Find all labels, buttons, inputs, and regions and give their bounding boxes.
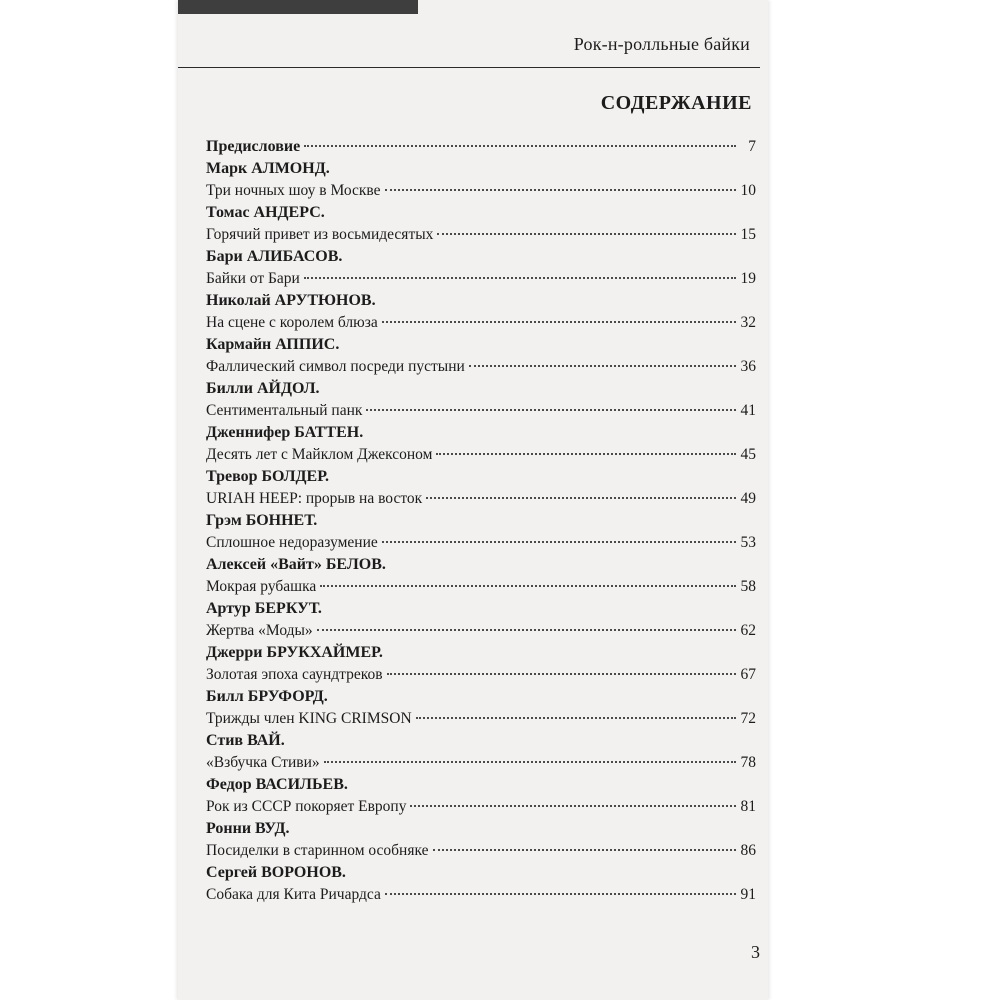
- toc-page-number: 32: [740, 314, 756, 331]
- toc-page-number: 67: [740, 666, 756, 683]
- toc-entry-title: URIAH HEEP: прорыв на восток: [206, 490, 423, 507]
- toc-author-row: [206, 160, 756, 182]
- toc-entry-row[interactable]: [206, 314, 756, 336]
- toc-entry-title: Жертва «Моды»: [206, 622, 313, 639]
- toc-entry-row[interactable]: [206, 182, 756, 204]
- header-rule: [178, 67, 760, 68]
- toc-page-number: 53: [740, 534, 756, 551]
- toc-entry-row[interactable]: [206, 534, 756, 556]
- page-top-shadow: [178, 0, 418, 14]
- toc-entry-row[interactable]: [206, 886, 756, 908]
- toc-author-name: Стив ВАЙ.: [206, 732, 285, 749]
- toc-author-row: [206, 336, 756, 358]
- toc-author-name: Сергей ВОРОНОВ.: [206, 864, 346, 881]
- leader-dots: [385, 893, 736, 895]
- toc-author-name: Артур БЕРКУТ.: [206, 600, 322, 617]
- toc-entry-title: Сплошное недоразумение: [206, 534, 378, 551]
- toc-preface-row[interactable]: [206, 138, 756, 160]
- toc-page-number: 41: [740, 402, 756, 419]
- toc-author-row: [206, 424, 756, 446]
- leader-dots: [324, 761, 736, 763]
- toc-author-row: [206, 380, 756, 402]
- toc-page-number: 36: [740, 358, 756, 375]
- toc-author-row: [206, 248, 756, 270]
- page-number: 3: [751, 942, 760, 962]
- toc-entry-title: Рок из СССР покоряет Европу: [206, 798, 407, 815]
- leader-dots: [387, 673, 736, 675]
- toc-entry-title: Сентиментальный панк: [206, 402, 363, 419]
- toc-entry-title: Трижды член KING CRIMSON: [206, 710, 412, 727]
- toc-page-number: 45: [740, 446, 756, 463]
- leader-dots: [426, 497, 736, 499]
- toc-entry-row[interactable]: [206, 798, 756, 820]
- toc-author-row: [206, 776, 756, 798]
- toc-entry-title: На сцене с королем блюза: [206, 314, 378, 331]
- toc-entry-title: «Взбучка Стиви»: [206, 754, 320, 771]
- toc-entry-row[interactable]: [206, 666, 756, 688]
- toc-entry-row[interactable]: [206, 402, 756, 424]
- toc-author-row: [206, 864, 756, 886]
- toc-page-number: 62: [740, 622, 756, 639]
- toc-author-row: [206, 204, 756, 226]
- toc-entry-row[interactable]: [206, 578, 756, 600]
- toc-page-number: 58: [740, 578, 756, 595]
- book-page: [178, 0, 768, 1000]
- toc-entry-title: Посиделки в старинном особняке: [206, 842, 429, 859]
- leader-dots: [382, 321, 736, 323]
- toc-entry-row[interactable]: [206, 358, 756, 380]
- table-of-contents: [206, 138, 756, 908]
- toc-entry-row[interactable]: [206, 446, 756, 468]
- toc-page-number: 81: [740, 798, 756, 815]
- toc-author-name: Ронни ВУД.: [206, 820, 290, 837]
- toc-author-row: [206, 512, 756, 534]
- toc-author-name: Николай АРУТЮНОВ.: [206, 292, 376, 309]
- toc-author-row: [206, 468, 756, 490]
- toc-entry-row[interactable]: [206, 490, 756, 512]
- toc-page-number: 86: [740, 842, 756, 859]
- toc-author-name: Бари АЛИБАСОВ.: [206, 248, 343, 265]
- leader-dots: [304, 277, 736, 279]
- toc-author-row: [206, 292, 756, 314]
- toc-entry-title: Байки от Бари: [206, 270, 300, 287]
- toc-page-number: 49: [740, 490, 756, 507]
- toc-author-name: Джерри БРУКХАЙМЕР.: [206, 644, 383, 661]
- toc-author-row: [206, 820, 756, 842]
- toc-author-name: Марк АЛМОНД.: [206, 160, 330, 177]
- toc-title: СОДЕРЖАНИЕ: [600, 92, 752, 114]
- toc-page-number: 7: [748, 138, 756, 155]
- leader-dots: [385, 189, 736, 191]
- toc-author-row: [206, 732, 756, 754]
- leader-dots: [382, 541, 736, 543]
- toc-author-name: Билл БРУФОРД.: [206, 688, 328, 705]
- toc-entry-row[interactable]: [206, 622, 756, 644]
- toc-author-name: Федор ВАСИЛЬЕВ.: [206, 776, 348, 793]
- toc-preface-title: Предисловие: [206, 138, 301, 155]
- toc-author-row: [206, 600, 756, 622]
- running-head: Рок-н-ролльные байки: [573, 34, 750, 54]
- toc-page-number: 78: [740, 754, 756, 771]
- toc-page-number: 91: [740, 886, 756, 903]
- leader-dots: [416, 717, 736, 719]
- toc-entry-row[interactable]: [206, 710, 756, 732]
- toc-entry-title: Мокрая рубашка: [206, 578, 317, 595]
- toc-entry-title: Десять лет с Майклом Джексоном: [206, 446, 433, 463]
- toc-author-name: Дженнифер БАТТЕН.: [206, 424, 364, 441]
- toc-author-row: [206, 644, 756, 666]
- toc-entry-title: Золотая эпоха саундтреков: [206, 666, 383, 683]
- toc-entry-row[interactable]: [206, 270, 756, 292]
- toc-entry-row[interactable]: [206, 842, 756, 864]
- toc-author-name: Кармайн АППИС.: [206, 336, 340, 353]
- toc-entry-row[interactable]: [206, 226, 756, 248]
- leader-dots: [469, 365, 736, 367]
- toc-page-number: 10: [740, 182, 756, 199]
- toc-page-number: 19: [740, 270, 756, 287]
- leader-dots: [320, 585, 736, 587]
- leader-dots: [410, 805, 736, 807]
- toc-page-number: 15: [740, 226, 756, 243]
- toc-author-name: Томас АНДЕРС.: [206, 204, 325, 221]
- toc-entry-row[interactable]: [206, 754, 756, 776]
- leader-dots: [437, 233, 736, 235]
- toc-author-name: Грэм БОННЕТ.: [206, 512, 318, 529]
- toc-entry-title: Собака для Кита Ричардса: [206, 886, 381, 903]
- toc-author-name: Билли АЙДОЛ.: [206, 380, 320, 397]
- toc-author-name: Алексей «Вайт» БЕЛОВ.: [206, 556, 386, 573]
- toc-author-row: [206, 688, 756, 710]
- leader-dots: [433, 849, 737, 851]
- toc-author-name: Тревор БОЛДЕР.: [206, 468, 329, 485]
- leader-dots: [436, 453, 736, 455]
- toc-page-number: 72: [740, 710, 756, 727]
- leader-dots: [317, 629, 736, 631]
- toc-entry-title: Горячий привет из восьмидесятых: [206, 226, 434, 243]
- leader-dots: [304, 145, 736, 147]
- toc-author-row: [206, 556, 756, 578]
- leader-dots: [366, 409, 736, 411]
- toc-entry-title: Три ночных шоу в Москве: [206, 182, 381, 199]
- toc-entry-title: Фаллический символ посреди пустыни: [206, 358, 465, 375]
